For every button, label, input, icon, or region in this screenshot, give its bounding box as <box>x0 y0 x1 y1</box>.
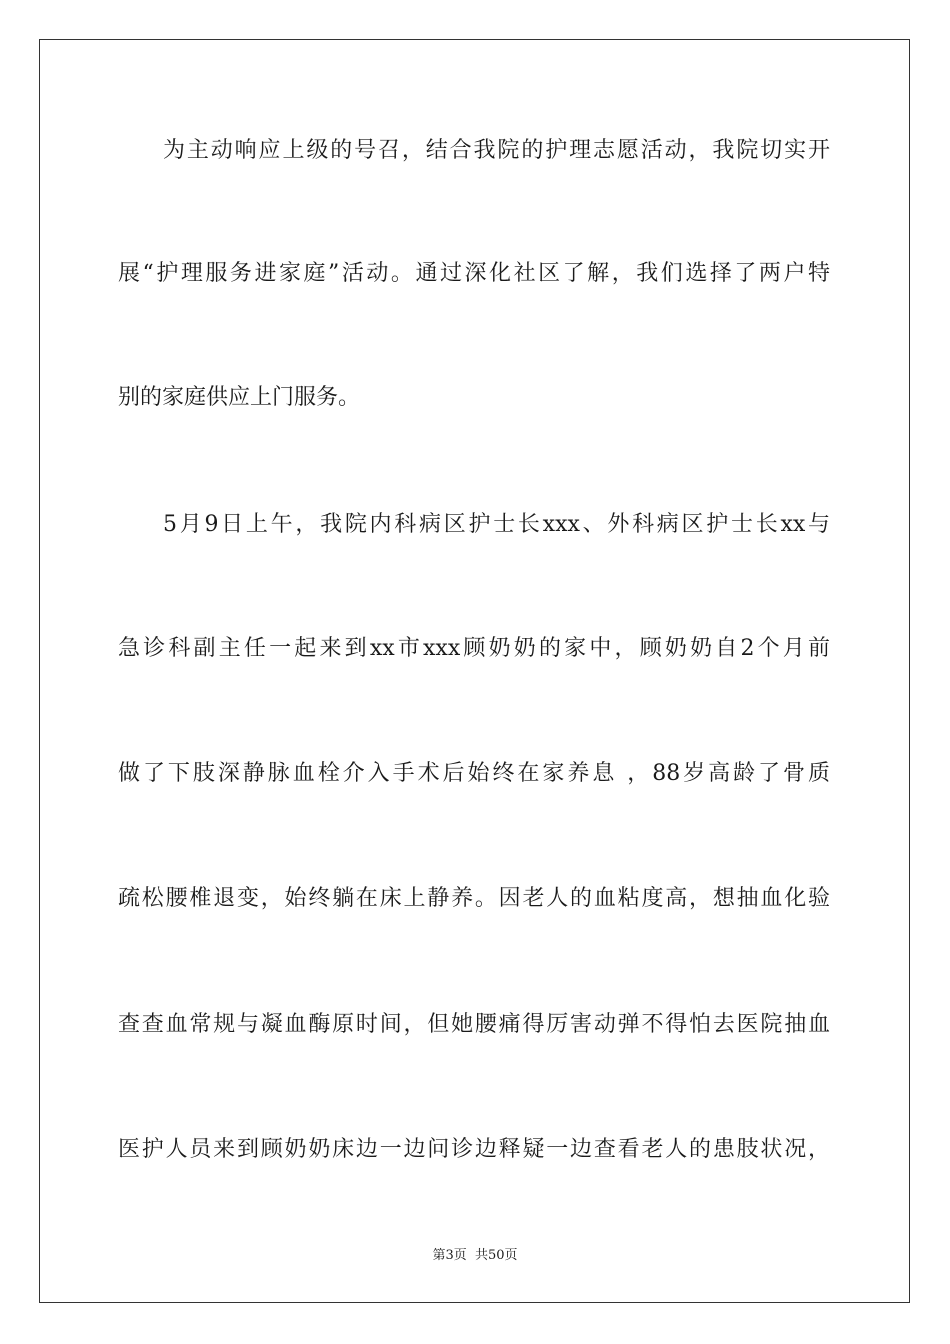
page-border <box>39 39 910 1303</box>
paragraph-1-line-2: 展“护理服务进家庭”活动。通过深化社区了解，我们选择了两户特 <box>118 261 830 286</box>
paragraph-1-line-3: 别的家庭供应上门服务。 <box>118 385 361 410</box>
paragraph-2-line-3: 做了下肢深静脉血栓介入手术后始终在家养息 ，88岁高龄了骨质 <box>118 761 830 786</box>
paragraph-2-line-1: 5月9日上午，我院内科病区护士长xxx、外科病区护士长xx与 <box>163 512 830 537</box>
paragraph-2-line-4: 疏松腰椎退变，始终躺在床上静养。因老人的血粘度高，想抽血化验 <box>118 886 830 911</box>
paragraph-1-line-1: 为主动响应上级的号召，结合我院的护理志愿活动，我院切实开 <box>163 138 830 163</box>
paragraph-2-line-2: 急诊科副主任一起来到xx市xxx顾奶奶的家中，顾奶奶自2个月前 <box>118 636 830 661</box>
paragraph-2-line-5: 查查血常规与凝血酶原时间，但她腰痛得厉害动弹不得怕去医院抽血 <box>118 1012 830 1037</box>
paragraph-2-line-6: 医护人员来到顾奶奶床边一边问诊边释疑一边查看老人的患肢状况， <box>118 1137 830 1162</box>
page-number-footer: 第3页 共50页 <box>432 1248 518 1263</box>
